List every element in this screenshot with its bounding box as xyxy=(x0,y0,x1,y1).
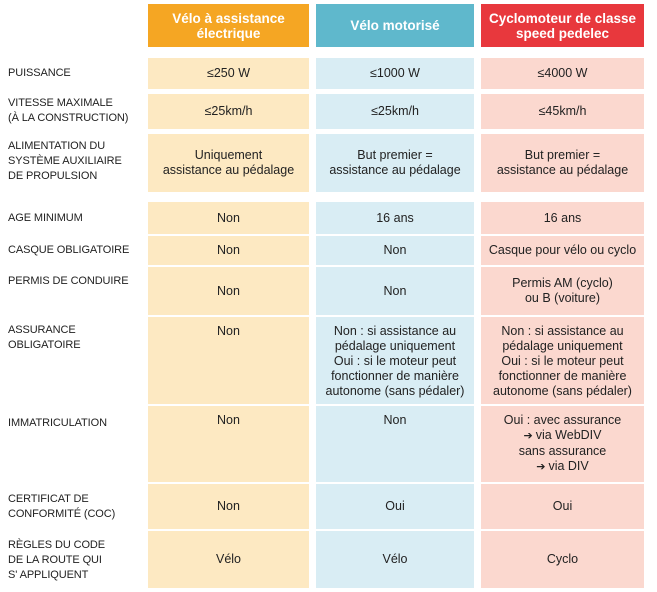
cell-content xyxy=(376,211,414,226)
cell-content xyxy=(547,552,578,567)
cell-line-text: via WebDIV xyxy=(535,428,602,442)
cell-line: S' APPLIQUENT xyxy=(8,569,89,581)
cell-permis-de-conduire-col2 xyxy=(316,267,474,315)
cell-line: Non xyxy=(217,413,240,427)
cell-content xyxy=(217,413,240,428)
cell-line: Permis AM (cyclo) xyxy=(512,276,613,290)
cell-permis-de-conduire-col1 xyxy=(148,267,309,315)
cell-line: Non xyxy=(217,499,240,513)
cell-certificat-conformite-col1 xyxy=(148,484,309,529)
cell-content xyxy=(217,284,240,299)
cell-content xyxy=(504,413,621,475)
cell-line: Casque pour vélo ou cyclo xyxy=(488,243,637,257)
cell-line: Oui xyxy=(385,499,405,513)
cell-line: Non : si assistance au xyxy=(501,324,624,338)
cell-line: pédalage uniquement xyxy=(334,339,456,353)
cell-line: RÈGLES DU CODE xyxy=(8,539,106,551)
cell-line: 16 ans xyxy=(376,210,414,225)
cell-line: DE LA ROUTE QUI xyxy=(8,554,102,566)
cell-line: fonctionner de manière xyxy=(331,369,459,383)
cell-line: Non xyxy=(217,210,240,225)
cell-casque-obligatoire-col1 xyxy=(148,236,309,265)
cell-regles-code-route-col1 xyxy=(148,531,309,588)
cell-line: autonome (sans pédaler) xyxy=(325,384,465,398)
cell-line: VITESSE MAXIMALE xyxy=(8,97,113,109)
cell-line: sans assurance xyxy=(518,444,607,458)
cell-line: ou B (voiture) xyxy=(524,291,600,305)
cell-line: CERTIFICAT DE xyxy=(8,493,89,505)
header-velo-assistance: Vélo à assistance électrique xyxy=(148,4,309,47)
cell-line: Non xyxy=(383,413,407,427)
cell-line: AGE MINIMUM xyxy=(8,212,83,224)
cell-assurance-obligatoire-col2 xyxy=(316,317,474,404)
cell-assurance-obligatoire-col3 xyxy=(481,317,644,404)
cell-line: 16 ans xyxy=(543,210,582,225)
cell-content xyxy=(384,243,407,258)
cell-content xyxy=(217,211,240,226)
cell-line: assistance au pédalage xyxy=(496,163,629,177)
cell-line-text: via DIV xyxy=(548,459,589,473)
row-label-puissance xyxy=(8,66,140,81)
cell-content xyxy=(384,284,407,299)
cell-alimentation-col1 xyxy=(148,134,309,192)
cell-line: OBLIGATOIRE xyxy=(8,339,81,351)
cell-line: ≤4000 W xyxy=(537,66,588,80)
cell-line: Cyclo xyxy=(546,552,579,566)
cell-line: Oui : si le moteur peut xyxy=(333,354,457,368)
cell-content xyxy=(217,243,240,258)
cell-alimentation-col2 xyxy=(316,134,474,192)
cell-puissance-col3 xyxy=(481,58,644,89)
row-label-certificat-conformite xyxy=(8,492,140,522)
cell-content xyxy=(207,66,250,81)
cell-line: autonome (sans pédaler) xyxy=(493,384,632,398)
cell-line: ≤45km/h xyxy=(538,104,587,118)
cell-line: ≤250 W xyxy=(207,66,250,80)
cell-content xyxy=(205,104,253,119)
cell-line: SYSTÈME AUXILIAIRE xyxy=(8,155,122,167)
cell-line: Vélo xyxy=(382,552,408,566)
cell-line: PUISSANCE xyxy=(8,67,71,79)
cell-line: DE PROPULSION xyxy=(8,170,98,182)
cell-line xyxy=(504,428,621,444)
cell-content xyxy=(371,104,419,119)
cell-regles-code-route-col3 xyxy=(481,531,644,588)
cell-line xyxy=(504,459,621,475)
cell-vitesse-maximale-col1 xyxy=(148,94,309,129)
cell-line: PERMIS DE CONDUIRE xyxy=(8,275,129,287)
cell-permis-de-conduire-col3 xyxy=(481,267,644,315)
cell-vitesse-maximale-col2 xyxy=(316,94,474,129)
cell-content xyxy=(539,104,587,119)
cell-content xyxy=(326,324,465,399)
cell-line: ≤25km/h xyxy=(371,104,419,118)
cell-content xyxy=(493,324,632,399)
cell-content xyxy=(544,211,582,226)
cell-content xyxy=(497,148,628,178)
row-label-vitesse-maximale xyxy=(8,96,140,126)
cell-line: Non xyxy=(217,324,240,338)
cell-line: pédalage uniquement xyxy=(502,339,623,353)
cell-line: ALIMENTATION DU xyxy=(8,140,106,152)
row-label-age-minimum xyxy=(8,211,140,226)
cell-immatriculation-col1 xyxy=(148,406,309,482)
row-label-alimentation xyxy=(8,139,140,184)
cell-content xyxy=(370,66,420,81)
cell-casque-obligatoire-col3 xyxy=(481,236,644,265)
cell-line: fonctionner de manière xyxy=(498,369,627,383)
cell-line: Non : si assistance au xyxy=(333,324,457,338)
header-speed-pedelec: Cyclomoteur de classe speed pedelec xyxy=(481,4,644,47)
cell-immatriculation-col2 xyxy=(316,406,474,482)
cell-age-minimum-col2 xyxy=(316,202,474,234)
cell-line: Uniquement xyxy=(194,148,263,162)
arrow-right-icon: ➔ xyxy=(523,430,533,442)
cell-line: (À LA CONSTRUCTION) xyxy=(8,112,129,124)
cell-line: Oui xyxy=(552,499,573,513)
cell-age-minimum-col3 xyxy=(481,202,644,234)
cell-regles-code-route-col2 xyxy=(316,531,474,588)
row-label-immatriculation xyxy=(8,416,140,431)
cell-line: Non xyxy=(383,243,407,257)
cell-line: assistance au pédalage xyxy=(329,163,461,177)
cell-line: ≤1000 W xyxy=(370,66,420,80)
cell-puissance-col1 xyxy=(148,58,309,89)
cell-content xyxy=(384,413,407,428)
row-label-casque-obligatoire xyxy=(8,243,140,258)
cell-content xyxy=(217,499,240,514)
cell-immatriculation-col3 xyxy=(481,406,644,482)
cell-puissance-col2 xyxy=(316,58,474,89)
cell-content xyxy=(163,148,294,178)
cell-line: CASQUE OBLIGATOIRE xyxy=(8,244,130,256)
cell-content xyxy=(382,552,407,567)
row-label-permis-de-conduire xyxy=(8,274,140,289)
cell-assurance-obligatoire-col1 xyxy=(148,317,309,404)
cell-content xyxy=(385,499,404,514)
cell-line: Vélo xyxy=(215,552,242,566)
cell-line: But premier = xyxy=(357,148,433,162)
cell-line: ≤25km/h xyxy=(204,104,253,118)
cell-content xyxy=(538,66,588,81)
cell-line: assistance au pédalage xyxy=(162,163,295,177)
cell-content xyxy=(216,552,241,567)
cell-line: Oui : si le moteur peut xyxy=(501,354,624,368)
header-velo-motorise: Vélo motorisé xyxy=(316,4,474,47)
cell-casque-obligatoire-col2 xyxy=(316,236,474,265)
cell-certificat-conformite-col3 xyxy=(481,484,644,529)
cell-content xyxy=(217,324,240,339)
cell-alimentation-col3 xyxy=(481,134,644,192)
cell-line: Oui : avec assurance xyxy=(503,413,622,427)
cell-line: Non xyxy=(217,243,240,257)
cell-line: But premier = xyxy=(524,148,601,162)
cell-content xyxy=(489,243,636,258)
cell-line: Non xyxy=(217,283,240,298)
cell-content xyxy=(329,148,460,178)
cell-certificat-conformite-col2 xyxy=(316,484,474,529)
cell-age-minimum-col1 xyxy=(148,202,309,234)
cell-line: CONFORMITÉ (COC) xyxy=(8,508,116,520)
cell-content xyxy=(512,276,613,306)
cell-vitesse-maximale-col3 xyxy=(481,94,644,129)
arrow-right-icon: ➔ xyxy=(536,461,546,473)
row-label-regles-code-route xyxy=(8,538,140,583)
cell-line: IMMATRICULATION xyxy=(8,417,107,429)
row-label-assurance-obligatoire xyxy=(8,323,140,353)
cell-line: Non xyxy=(383,283,407,298)
cell-line: ASSURANCE xyxy=(8,324,76,336)
cell-content xyxy=(553,499,572,514)
